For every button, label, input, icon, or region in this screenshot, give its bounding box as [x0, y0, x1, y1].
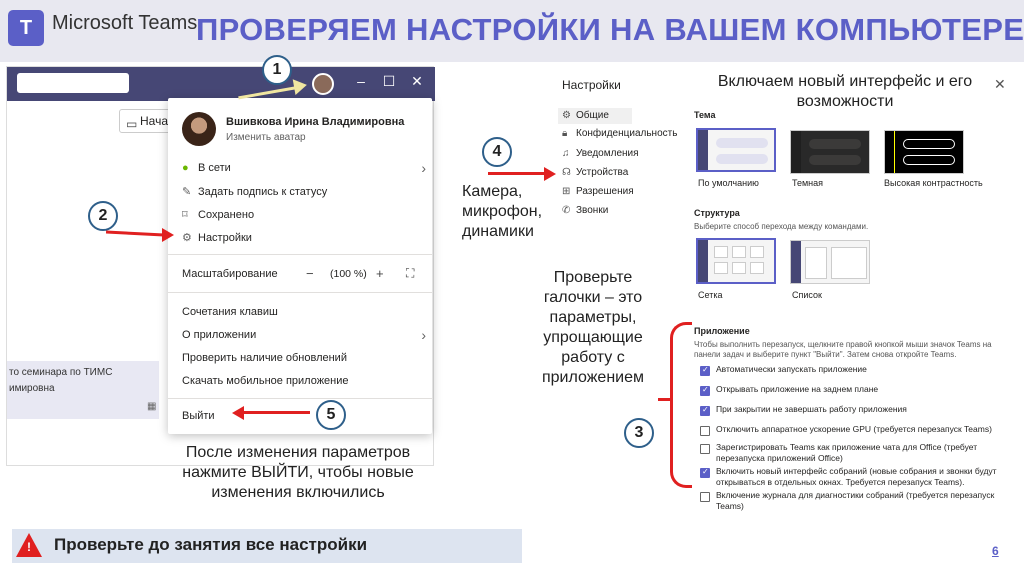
- menu-item-set-status[interactable]: [182, 185, 327, 198]
- bookmark-icon: ⌑: [182, 209, 188, 221]
- theme-high-contrast-label: Высокая контрастность: [884, 178, 983, 188]
- option-label: Открывать приложение на заднем плане: [716, 384, 879, 394]
- option-checkbox[interactable]: [700, 366, 710, 376]
- nav-label: Разрешения: [576, 186, 634, 197]
- nav-label: Звонки: [576, 205, 609, 216]
- camera-icon: ▭: [126, 117, 138, 131]
- theme-dark-label: Темная: [792, 178, 824, 188]
- status-label: В сети: [198, 162, 231, 174]
- phone-icon: ✆: [562, 205, 571, 216]
- fullscreen-icon[interactable]: ⛶: [406, 266, 415, 280]
- step-4-arrow-head: [544, 167, 556, 181]
- menu-item-shortcuts[interactable]: Сочетания клавиш: [182, 306, 278, 318]
- divider: [168, 398, 432, 399]
- menu-item-status[interactable]: [182, 162, 426, 174]
- menu-item-check-updates[interactable]: Проверить наличие обновлений: [182, 352, 347, 364]
- headset-icon: ☊: [562, 167, 571, 178]
- layout-grid-thumbnail[interactable]: [696, 238, 776, 284]
- layout-list-label: Список: [792, 290, 822, 300]
- menu-item-about[interactable]: [182, 329, 426, 341]
- nav-label: Уведомления: [576, 148, 639, 159]
- zoom-out-button[interactable]: −: [306, 266, 314, 281]
- nav-label: Общие: [576, 110, 609, 121]
- theme-default-label: По умолчанию: [698, 178, 759, 188]
- settings-nav-privacy[interactable]: [558, 126, 677, 142]
- gear-icon: ⚙: [562, 110, 571, 121]
- teams-logo-icon: T: [8, 10, 44, 46]
- profile-menu: [168, 98, 432, 434]
- option-label: Автоматически запускать приложение: [716, 364, 867, 374]
- step-3-badge: 3: [624, 418, 654, 448]
- bracket-connector: [658, 398, 672, 401]
- close-icon[interactable]: ✕: [411, 73, 423, 89]
- change-avatar-link[interactable]: Изменить аватар: [226, 132, 306, 143]
- page-number: 6: [992, 544, 999, 558]
- sign-out-note: После изменения параметров нажмите ВЫЙТИ, чтобы новые изменения включились: [182, 444, 414, 501]
- step-1-badge: 1: [262, 55, 292, 85]
- avatar[interactable]: [312, 73, 334, 95]
- application-description: Чтобы выполнить перезапуск, щелкните правой кнопкой мыши значок Teams на панели задач и выберите пункт "Выйти". Затем снова откройте Teams.: [694, 340, 992, 359]
- meeting-title: то семинара по ТИМС: [9, 367, 113, 378]
- menu-item-settings[interactable]: [182, 231, 252, 244]
- app-title: Microsoft Teams: [52, 12, 198, 34]
- set-status-label: Задать подпись к статусу: [198, 186, 328, 198]
- step-2-arrow-head: [162, 228, 174, 242]
- settings-nav-permissions[interactable]: [558, 184, 634, 200]
- structure-heading: Структура: [694, 208, 740, 218]
- menu-item-download-mobile[interactable]: Скачать мобильное приложение: [182, 375, 349, 387]
- option-checkbox[interactable]: [700, 386, 710, 396]
- start-call-label: Нача: [140, 114, 169, 128]
- layout-grid-label: Сетка: [698, 290, 723, 300]
- zoom-in-button[interactable]: +: [376, 266, 384, 281]
- step-5-arrow: [242, 411, 310, 414]
- step-5-badge: 5: [316, 400, 346, 430]
- permissions-icon: ⊞: [562, 186, 571, 197]
- step-2-badge: 2: [88, 201, 118, 231]
- edit-icon: ✎: [182, 186, 192, 198]
- meeting-card[interactable]: [7, 361, 159, 419]
- option-checkbox[interactable]: [700, 426, 710, 436]
- slide-header: [0, 0, 1024, 62]
- option-label: При закрытии не завершать работу приложения: [716, 404, 907, 414]
- layout-list-thumbnail[interactable]: [790, 240, 870, 284]
- slide-title: ПРОВЕРЯЕМ НАСТРОЙКИ НА ВАШЕМ КОМПЬЮТЕРЕ: [196, 12, 1024, 47]
- option-checkbox[interactable]: [700, 444, 710, 454]
- settings-title: Настройки: [562, 78, 621, 92]
- option-label: Включить новый интерфейс собраний (новые собрания и звонки будут открываться в отдельных окнах. Требуется перезапуск Teams).: [716, 466, 997, 487]
- theme-high-contrast-thumbnail[interactable]: [884, 130, 964, 174]
- avatar[interactable]: [182, 112, 216, 146]
- step-4-badge: 4: [482, 137, 512, 167]
- gear-icon: ⚙: [182, 232, 192, 244]
- new-interface-note: Включаем новый интерфейс и его возможности: [717, 73, 973, 110]
- warning-banner: [12, 529, 522, 563]
- settings-nav-devices[interactable]: [558, 165, 628, 181]
- settings-nav-general[interactable]: [558, 108, 632, 124]
- settings-nav-calls[interactable]: [558, 203, 608, 219]
- devices-note: Камера, микрофон, динамики: [462, 183, 543, 240]
- theme-default-thumbnail[interactable]: [696, 128, 776, 172]
- nav-label: Конфиденциальность: [576, 128, 678, 139]
- user-name: Вшивкова Ирина Владимировна: [226, 116, 405, 128]
- settings-label: Настройки: [198, 232, 252, 244]
- application-heading: Приложение: [694, 326, 750, 336]
- available-status-icon: ●: [182, 162, 189, 174]
- option-checkbox[interactable]: [700, 492, 710, 502]
- option-checkbox[interactable]: [700, 406, 710, 416]
- warning-text: Проверьте до занятия все настройки: [54, 535, 368, 554]
- menu-item-saved[interactable]: [182, 208, 254, 221]
- nav-label: Устройства: [576, 167, 629, 178]
- saved-label: Сохранено: [198, 209, 255, 221]
- chevron-right-icon: ›: [421, 327, 426, 343]
- search-input[interactable]: [17, 73, 129, 93]
- zoom-value: (100 %): [330, 268, 367, 280]
- maximize-icon[interactable]: ☐: [382, 73, 396, 89]
- teams-title-bar: [7, 67, 435, 101]
- divider: [168, 292, 432, 293]
- chevron-right-icon: ›: [421, 160, 426, 176]
- theme-heading: Тема: [694, 110, 716, 120]
- minimize-icon[interactable]: –: [357, 73, 365, 89]
- lock-icon: 🔒︎: [562, 128, 568, 139]
- option-label: Отключить аппаратное ускорение GPU (требуется перезапуск Teams): [716, 424, 992, 434]
- step-1-arrow-head: [293, 77, 309, 95]
- calendar-icon: ▦: [147, 401, 157, 412]
- meeting-organizer: имировна: [9, 383, 55, 394]
- divider: [168, 254, 432, 255]
- option-label: Включение журнала для диагностики собраний (требуется перезапуск Teams): [716, 490, 995, 511]
- option-checkbox[interactable]: [700, 468, 710, 478]
- sign-out-button[interactable]: Выйти: [182, 410, 215, 422]
- step-4-arrow: [488, 172, 546, 175]
- settings-nav-notifications[interactable]: [558, 146, 639, 162]
- bell-icon: ♫: [562, 148, 570, 159]
- option-label: Зарегистрировать Teams как приложение чата для Office (требует перезапуска приложений Office): [716, 442, 978, 463]
- warning-mark: !: [27, 540, 31, 554]
- close-icon[interactable]: ✕: [994, 76, 1006, 92]
- theme-dark-thumbnail[interactable]: [790, 130, 870, 174]
- zoom-label: Масштабирование: [182, 268, 278, 280]
- checkboxes-note: Проверьте галочки – это параметры, упрощающие работу с приложением: [541, 269, 644, 386]
- about-label: О приложении: [182, 329, 257, 341]
- options-bracket: [670, 322, 692, 488]
- structure-description: Выберите способ перехода между командами.: [694, 222, 869, 231]
